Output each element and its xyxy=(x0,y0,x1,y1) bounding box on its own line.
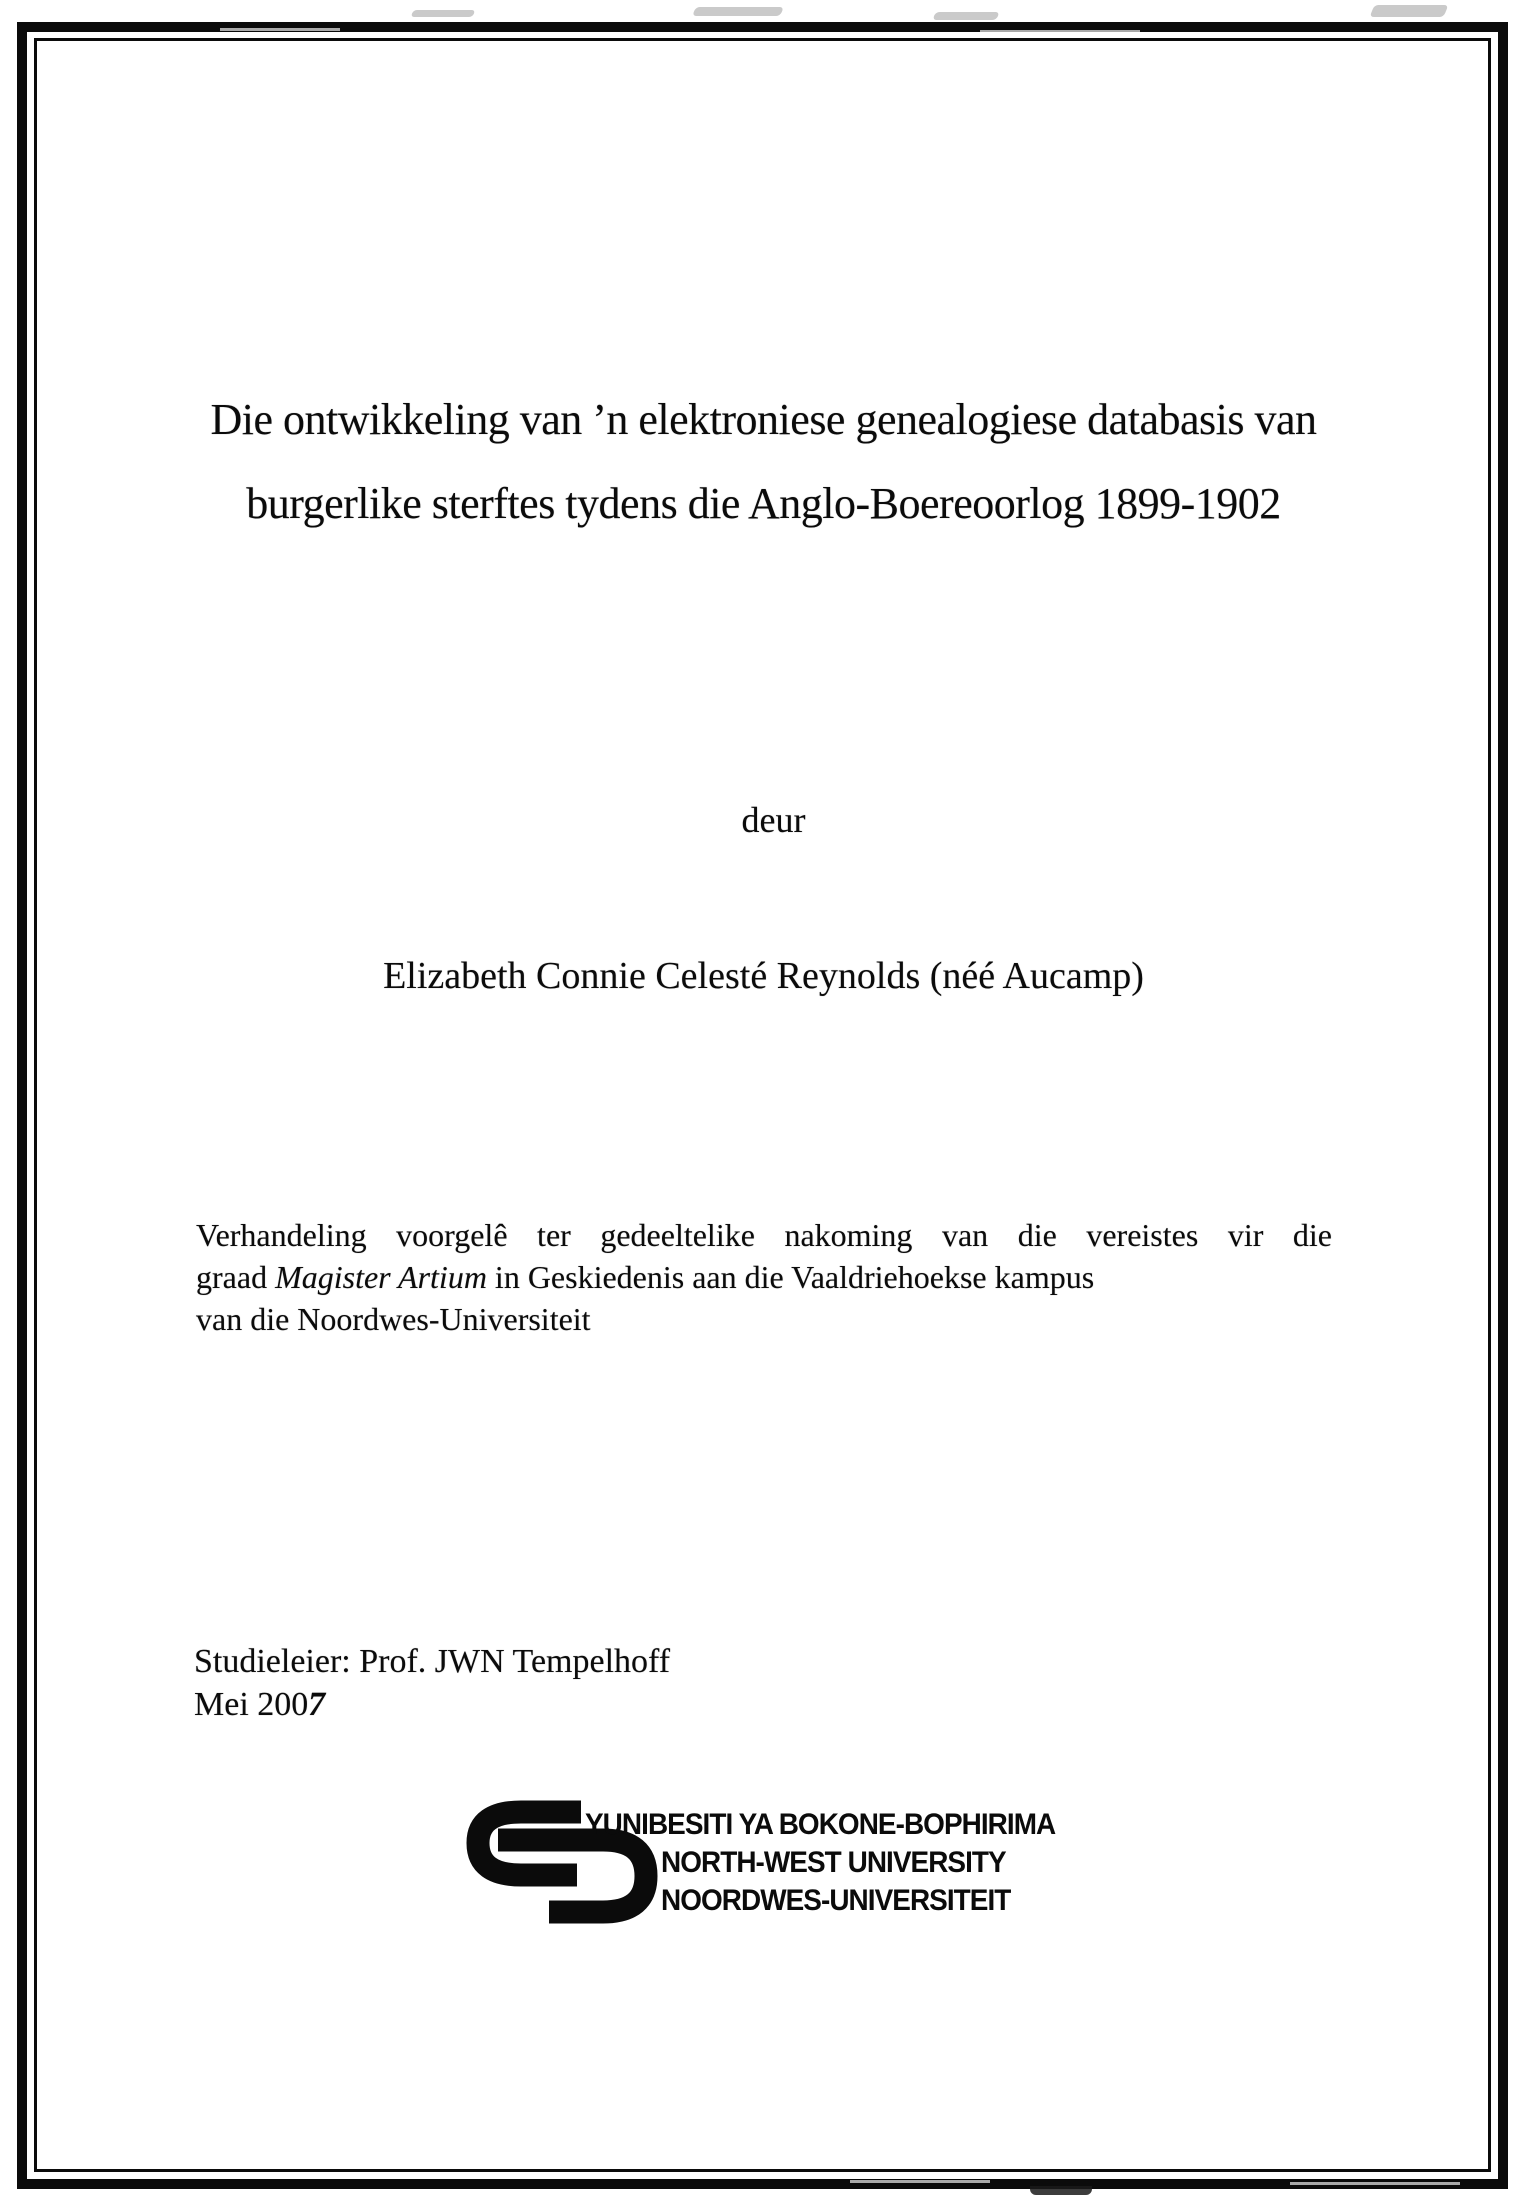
university-logo xyxy=(465,1800,1125,1945)
author-name: Elizabeth Connie Celesté Reynolds (néé Aucamp) xyxy=(383,955,1144,997)
logo-text-setswana: YUNIBESITI YA BOKONE-BOPHIRIMA xyxy=(585,1808,1056,1841)
byline-label: deur xyxy=(741,800,806,840)
date-last-digit: 7 xyxy=(305,1686,329,1723)
thesis-title xyxy=(80,378,1447,546)
scan-smudge xyxy=(932,12,999,20)
scan-smudge xyxy=(692,7,784,16)
scan-speckle xyxy=(980,30,1140,33)
submission-line-1: Verhandeling voorgelê ter gedeeltelike nakoming van die vereistes vir die xyxy=(196,1217,1332,1253)
submission-line-2-post: in Geskiedenis aan die Vaaldriehoekse kampus xyxy=(486,1259,1095,1295)
submission-line-3: van die Noordwes-Universiteit xyxy=(196,1301,591,1337)
date-line xyxy=(194,1683,670,1726)
supervisor-line: Studieleier: Prof. JWN Tempelhoff xyxy=(194,1643,671,1680)
thesis-title-line-2: burgerlike sterftes tydens die Anglo-Boereoorlog 1899-1902 xyxy=(246,479,1281,528)
submission-statement xyxy=(196,1214,1332,1340)
scan-speckle xyxy=(850,2180,990,2183)
thesis-title-line-1: Die ontwikkeling van ’n elektroniese genealogiese databasis van xyxy=(210,395,1317,444)
scan-smudge xyxy=(1370,5,1449,17)
scan-speckle xyxy=(220,28,340,31)
degree-name: Magister Artium xyxy=(275,1259,487,1295)
supervisor-block xyxy=(194,1640,670,1726)
logo-text-english: NORTH-WEST UNIVERSITY xyxy=(661,1846,1006,1879)
submission-line-2 xyxy=(196,1256,1332,1298)
scan-blot xyxy=(1030,2186,1092,2195)
submission-line-2-pre: graad xyxy=(196,1259,276,1295)
scan-smudge xyxy=(411,10,476,17)
scan-speckle xyxy=(1290,2182,1460,2185)
date-text: Mei 200 xyxy=(194,1686,309,1723)
logo-text-afrikaans: NOORDWES-UNIVERSITEIT xyxy=(661,1884,1011,1917)
